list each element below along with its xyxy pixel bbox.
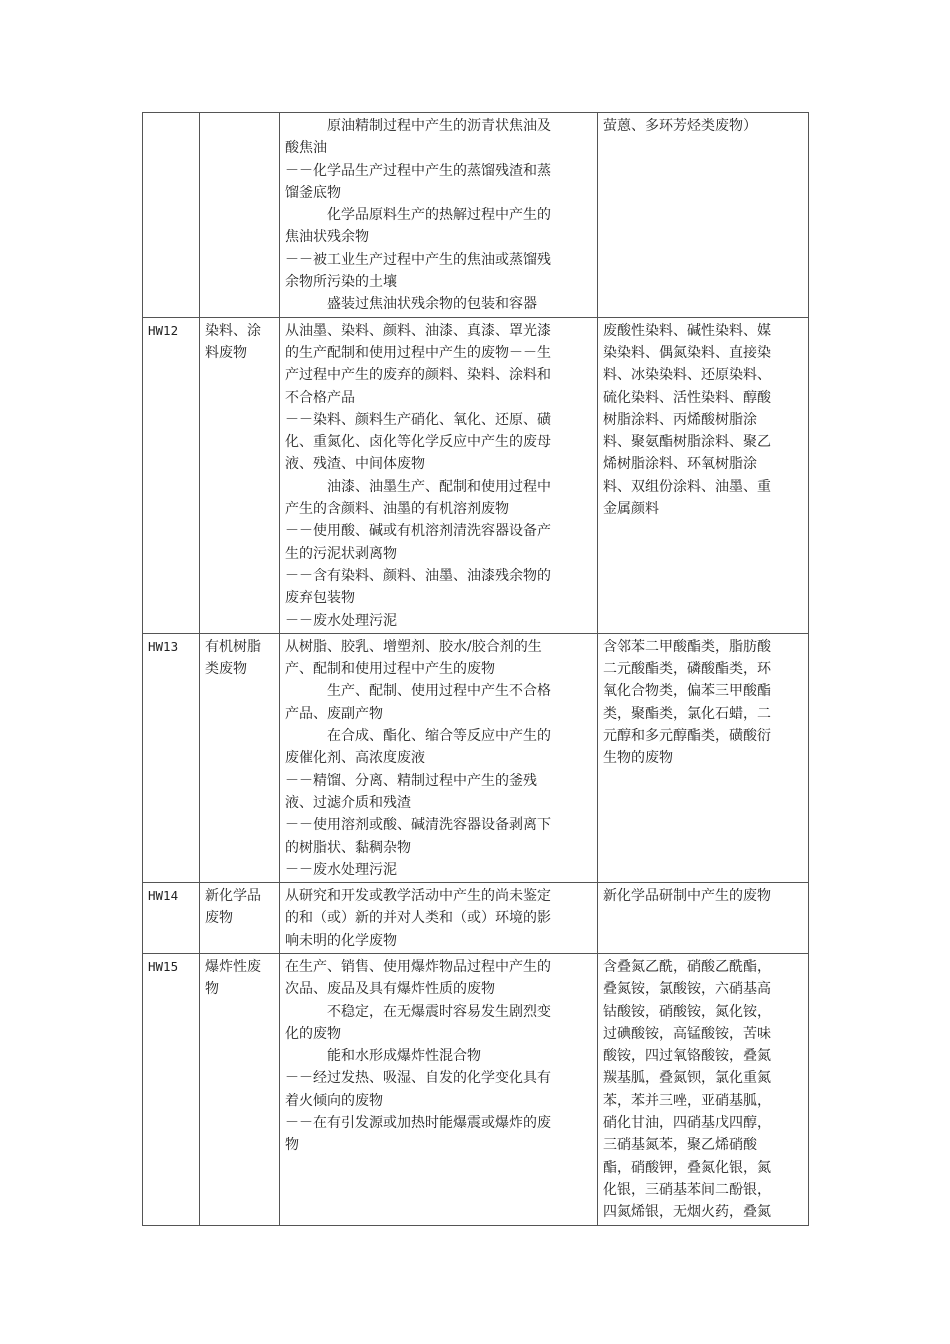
waste-category-line: 物 [205, 981, 219, 998]
waste-source-line: －－在有引发源或加热时能爆震或爆炸的废 [285, 1115, 551, 1132]
waste-source-line: －－精馏、分离、精制过程中产生的釜残 [285, 772, 537, 789]
hazardous-component-line: 酸铵，四过氧铬酸铵，叠氮 [603, 1048, 771, 1065]
waste-category-cell [200, 633, 280, 882]
waste-code: HW14 [148, 888, 179, 904]
waste-source-line: 焦油状残余物 [285, 229, 369, 246]
waste-code: HW15 [148, 958, 179, 974]
waste-source-line: 液、残渣、中间体废物 [285, 456, 425, 473]
hazardous-component-line: 羰基胍，叠氮钡，氯化重氮 [603, 1070, 771, 1087]
waste-category-line: 类废物 [205, 661, 247, 678]
waste-source-line: 不稳定，在无爆震时容易发生剧烈变 [327, 1003, 551, 1020]
waste-source-line: 物 [285, 1137, 299, 1154]
hazardous-component-line: 二元酸酯类，磷酸酯类，环 [603, 661, 771, 678]
waste-source-line: 次品、废品及具有爆炸性质的废物 [285, 981, 495, 998]
waste-category-cell [200, 113, 280, 318]
waste-source-line: 产过程中产生的废弃的颜料、染料、涂料和 [285, 367, 551, 384]
waste-source-line: 能和水形成爆炸性混合物 [327, 1048, 481, 1065]
hazardous-component-line: 酯，硝酸钾，叠氮化银，氮 [603, 1159, 771, 1176]
waste-source-line: 废催化剂、高浓度废液 [285, 750, 425, 767]
hazardous-component-line: 苯，苯并三唑，亚硝基胍， [603, 1092, 771, 1109]
waste-source-line: 化的废物 [285, 1025, 341, 1042]
waste-source-line: －－使用酸、碱或有机溶剂清洗容器设备产 [285, 523, 551, 540]
table-row [143, 883, 809, 954]
hazardous-component-line: 含叠氮乙酰，硝酸乙酰酯， [603, 958, 771, 975]
hazardous-component-line: 生物的废物 [603, 750, 673, 767]
waste-source-cell [280, 953, 598, 1225]
hazardous-waste-table [142, 112, 809, 1226]
hazardous-component-line: 料、聚氨酯树脂涂料、聚乙 [603, 434, 771, 451]
waste-source-line: 化、重氮化、卤化等化学反应中产生的废母 [285, 434, 551, 451]
hazardous-component-line: 料、冰染染料、还原染料、 [603, 367, 771, 384]
waste-code-cell [143, 883, 200, 954]
table-row [143, 633, 809, 882]
waste-source-line: 化学品原料生产的热解过程中产生的 [327, 207, 551, 224]
waste-source-line: －－化学品生产过程中产生的蒸馏残渣和蒸 [285, 162, 551, 179]
waste-category-line: 新化学品 [205, 888, 261, 905]
hazardous-component-line: 金属颜料 [603, 501, 659, 518]
hazardous-component-line: 叠氮铵，氯酸铵，六硝基高 [603, 981, 771, 998]
waste-source-line: 产、配制和使用过程中产生的废物 [285, 661, 495, 678]
waste-category-cell [200, 883, 280, 954]
waste-category-line: 染料、涂 [205, 322, 261, 339]
waste-code: HW13 [148, 638, 179, 654]
waste-source-line: 从树脂、胶乳、增塑剂、胶水/胶合剂的生 [285, 638, 542, 655]
waste-source-line: 从研究和开发或教学活动中产生的尚未鉴定 [285, 888, 551, 905]
hazardous-component-line: 硝化甘油，四硝基戊四醇， [603, 1115, 771, 1132]
waste-source-line: 的和（或）新的并对人类和（或）环境的影 [285, 910, 551, 927]
hazardous-components-cell [598, 317, 809, 633]
waste-source-line: 产品、废副产物 [285, 705, 383, 722]
waste-source-line: 酸焦油 [285, 140, 327, 157]
table-row [143, 953, 809, 1225]
waste-code-cell [143, 317, 200, 633]
hazardous-component-line: 树脂涂料、丙烯酸树脂涂 [603, 411, 757, 428]
waste-category-cell [200, 317, 280, 633]
waste-source-line: －－废水处理污泥 [285, 612, 397, 629]
waste-source-cell [280, 317, 598, 633]
table-row [143, 113, 809, 318]
hazardous-component-line: 新化学品研制中产生的废物 [603, 888, 771, 905]
waste-source-line: 油漆、油墨生产、配制和使用过程中 [327, 478, 551, 495]
waste-source-line: 的生产配制和使用过程中产生的废物－－生 [285, 344, 551, 361]
waste-category-cell [200, 953, 280, 1225]
waste-category-line: 爆炸性废 [205, 958, 261, 975]
waste-source-line: 生的污泥状剥离物 [285, 545, 397, 562]
hazardous-component-line: 硫化染料、活性染料、醇酸 [603, 389, 771, 406]
waste-source-line: 在生产、销售、使用爆炸物品过程中产生的 [285, 958, 551, 975]
hazardous-components-cell [598, 883, 809, 954]
hazardous-component-line: 废酸性染料、碱性染料、媒 [603, 322, 771, 339]
hazardous-component-line: 元醇和多元醇酯类，磺酸衍 [603, 728, 771, 745]
waste-source-cell [280, 113, 598, 318]
waste-source-line: －－废水处理污泥 [285, 861, 397, 878]
hazardous-component-line: 含邻苯二甲酸酯类，脂肪酸 [603, 638, 771, 655]
hazardous-component-line: 过碘酸铵，高锰酸铵，苦味 [603, 1025, 771, 1042]
waste-source-line: 生产、配制、使用过程中产生不合格 [327, 683, 551, 700]
waste-code: HW12 [148, 322, 179, 338]
hazardous-components-cell [598, 633, 809, 882]
hazardous-component-line: 萤蒽、多环芳烃类废物） [603, 118, 757, 134]
hazardous-components-cell [598, 113, 809, 318]
waste-source-line: 液、过滤介质和残渣 [285, 794, 411, 811]
hazardous-component-line: 料、双组份涂料、油墨、重 [603, 478, 771, 495]
hazardous-components-cell [598, 953, 809, 1225]
hazardous-component-line: 钴酸铵，硝酸铵，氮化铵， [603, 1003, 771, 1020]
waste-category-line: 料废物 [205, 344, 247, 361]
hazardous-component-line: 三硝基氮苯，聚乙烯硝酸 [603, 1137, 757, 1154]
waste-source-line: 馏釜底物 [285, 184, 341, 201]
hazardous-component-line: 染染料、偶氮染料、直接染 [603, 344, 771, 361]
hazardous-component-line: 烯树脂涂料、环氧树脂涂 [603, 456, 757, 473]
waste-code-cell [143, 633, 200, 882]
hazardous-component-line: 氧化合物类，偏苯三甲酸酯 [603, 683, 771, 700]
table-row [143, 317, 809, 633]
waste-source-line: 从油墨、染料、颜料、油漆、真漆、罩光漆 [285, 322, 551, 339]
hazardous-component-line: 四氮烯银，无烟火药，叠氮 [603, 1204, 771, 1221]
waste-source-line: 原油精制过程中产生的沥青状焦油及 [327, 118, 551, 134]
waste-source-cell [280, 633, 598, 882]
waste-source-line: 的树脂状、黏稠杂物 [285, 839, 411, 856]
waste-source-line: －－染料、颜料生产硝化、氧化、还原、磺 [285, 411, 551, 428]
waste-source-line: －－使用溶剂或酸、碱清洗容器设备剥离下 [285, 817, 551, 834]
waste-source-line: 盛装过焦油状残余物的包装和容器 [327, 296, 537, 313]
waste-source-line: 着火倾向的废物 [285, 1092, 383, 1109]
hazardous-component-line: 类，聚酯类，氯化石蜡，二 [603, 705, 771, 722]
table-body [143, 113, 809, 1226]
waste-category-line: 废物 [205, 910, 233, 927]
waste-source-line: 余物所污染的土壤 [285, 274, 397, 291]
waste-code-cell [143, 113, 200, 318]
waste-source-line: 响未明的化学废物 [285, 932, 397, 949]
waste-source-line: －－经过发热、吸湿、自发的化学变化具有 [285, 1070, 551, 1087]
waste-source-line: －－含有染料、颜料、油墨、油漆残余物的 [285, 567, 551, 584]
waste-code-cell [143, 953, 200, 1225]
waste-source-line: －－被工业生产过程中产生的焦油或蒸馏残 [285, 251, 551, 268]
waste-source-line: 废弃包装物 [285, 590, 355, 607]
waste-category-line: 有机树脂 [205, 638, 261, 655]
waste-source-cell [280, 883, 598, 954]
waste-source-line: 不合格产品 [285, 389, 355, 406]
waste-source-line: 产生的含颜料、油墨的有机溶剂废物 [285, 501, 509, 518]
hazardous-component-line: 化银，三硝基苯间二酚银， [603, 1181, 771, 1198]
waste-source-line: 在合成、酯化、缩合等反应中产生的 [327, 728, 551, 745]
